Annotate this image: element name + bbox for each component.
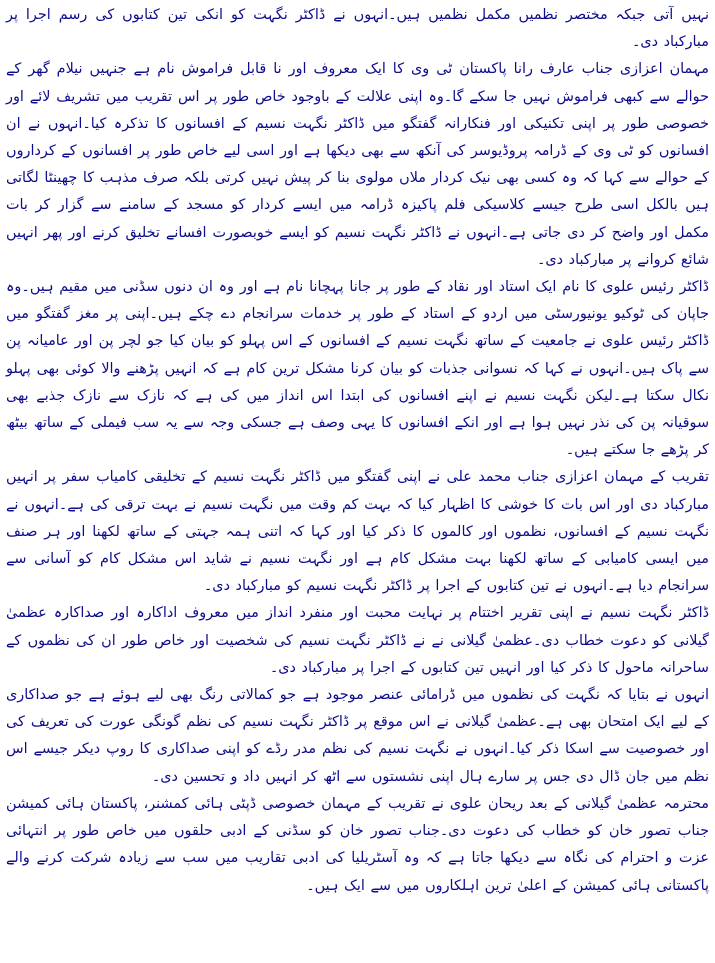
article-paragraph: محترمہ عظمیٰ گیلانی کے بعد ریحان علوی نے تقریب کے مہمان خصوصی ڈپٹی ہائی کمشنر، پاکستان ہائی کمیشن جناب تصور خان کو خطاب کی دعوت دی۔جناب تصور خان کو سڈنی کے ادبی حلقوں میں خاص طور پر انتہائی عزت و احترام کی نگاہ سے دیکھا جاتا ہے کہ وہ آسٹریلیا کی ادبی تقاریب میں سب سے زیادہ شرکت کرنے والے پاکستانی ہائی کمیشن کے اعلیٰ ترین اہلکاروں میں سے ایک ہیں۔ <box>6 795 709 894</box>
article-paragraph: مہمان اعزازی جناب عارف رانا پاکستان ٹی وی کا ایک معروف اور نا قابل فراموش نام ہے جنہیں نیلام گھر کے حوالے سے کبھی فراموش نہیں جا سکے گا۔وہ اپنی علالت کے باوجود خاص طور پر اس تقریب میں تشریف لائے اور خصوصی طور پر اپنی تکنیکی اور فنکارانہ گفتگو میں ڈاکٹر نگہت نسیم کے افسانوں کا تذکرہ کیا۔انہوں نے ان افسانوں کو ٹی وی کے ڈرامہ پروڈیوسر کی آنکھ سے بھی دیکھا ہے اور اسی لیے خاص طور پر افسانوں کے کرداروں کے حوالے سے کہا کہ وہ کسی بھی نیک کردار ملاں مولوی بنا کر پیش نہیں کرتی بلکہ صرف مذہب کا چھینٹا لگاتی ہیں بالکل اسی طرح جیسے کلاسیکی فلم پاکیزہ ڈرامہ میں ایسے کردار کو مسجد کے سامنے سے گزار کر بات مکمل اور واضح کر دی جاتی ہے۔انہوں نے ڈاکٹر نگہت نسیم کو ایسے خوبصورت افسانے تخلیق کرنے اور پھر انہیں شائع کروانے پر مبارکباد دی۔ <box>6 61 709 268</box>
article-paragraph: ڈاکٹر رئیس علوی کا نام ایک استاد اور نقاد کے طور پر جانا پہچانا نام ہے اور وہ ان دنوں سڈنی میں مقیم ہیں۔وہ جاپان کی ٹوکیو یونیورسٹی میں اردو کے استاد کے طور پر خدمات سرانجام دے چکے ہیں۔اپنی پر مغز گفتگو میں ڈاکٹر رئیس علوی نے جامعیت کے ساتھ نگہت نسیم کے افسانوں کے اس پہلو کو بیان کیا جو لچر پن اور عامیانہ پن سے پاک ہیں۔انہوں نے کہا کہ نسوانی جذبات کو بیان کرنا مشکل ترین کام ہے کہ انہیں پڑھنے والا کوئی بھی پہلو نکال سکتا ہے۔لیکن نگہت نسیم نے اپنے افسانوں کی ابتدا اس انداز میں کی ہے کہ نازک سے نازک جذبے بھی سوقیانہ پن کی نذر نہیں ہوا ہے اور انکے افسانوں کا یہی وصف ہے جسکی وجہ سے یہ سب فیملی کے ساتھ بیٹھ کر پڑھے جا سکتے ہیں۔ <box>6 279 709 459</box>
article-paragraph: نہیں آتی جبکہ مختصر نظمیں مکمل نظمیں ہیں۔انہوں نے ڈاکٹر نگہت کو انکی تین کتابوں کی رسم اجرا پر مبارکباد دی۔ <box>6 7 709 51</box>
article-paragraph: ڈاکٹر نگہت نسیم نے اپنی تقریر اختتام پر نہایت محبت اور منفرد انداز میں معروف اداکارہ اور صداکارہ عظمیٰ گیلانی کو دعوت خطاب دی۔عظمیٰ گیلانی نے نے ڈاکٹر نگہت نسیم کی شخصیت اور خاص طور ان کی نظموں کے ساحرانہ ماحول کا ذکر کیا اور انہیں تین کتابوں کے اجرا پر مبارکباد دی۔ <box>6 605 709 676</box>
article-paragraph: انہوں نے بتایا کہ نگہت کی نظموں میں ڈرامائی عنصر موجود ہے جو کمالاتی رنگ بھی لیے ہوئے ہے جو صداکاری کے لیے ایک امتحان بھی ہے۔عظمیٰ گیلانی نے اس موقع پر ڈاکٹر نگہت نسیم کی نظم گونگی عورت کی تعریف کی اور خصوصیت سے اسکا ذکر کیا۔انہوں نے نگہت نسیم کی نظم مدر رڈے کو اپنی صداکاری کا روپ دیکر جیسے اس نظم میں جان ڈال دی جس پر سارے ہال اپنی نشستوں سے اٹھ کر انہیں داد و تحسین دی۔ <box>6 687 709 785</box>
article-paragraph: تقریب کے مہمان اعزازی جناب محمد علی نے اپنی گفتگو میں ڈاکٹر نگہت نسیم کے تخلیقی کامیاب سفر پر انہیں مبارکباد دی اور اس بات کا خوشی کا اظہار کیا کہ بہت کم وقت میں نگہت نسیم نے بہت ترقی کی ہے۔انہوں نے نگہت نسیم کے افسانوں، نظموں اور کالموں کا ذکر کیا اور کہا کہ اتنی ہمہ جہتی کے ساتھ لکھنا اور ہر صنف میں ایسی کامیابی کے ساتھ لکھنا بہت مشکل کام ہے اور نگہت نسیم نے شاید اس مشکل کام کو آسانی سے سرانجام دیا ہے۔انہوں نے تین کتابوں کے اجرا پر ڈاکٹر نگہت نسیم کو مبارکباد دی۔ <box>6 469 709 595</box>
